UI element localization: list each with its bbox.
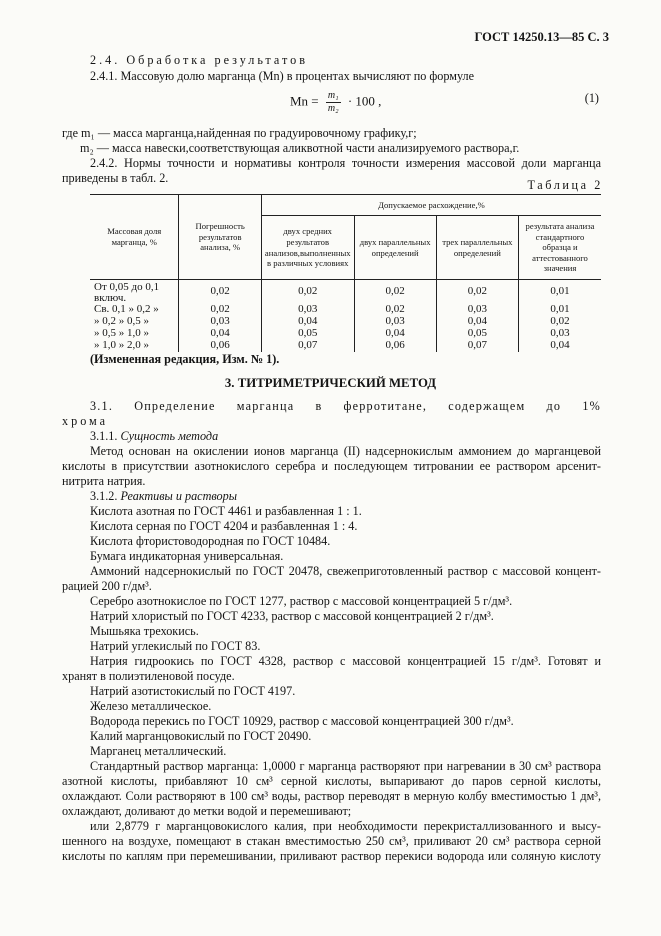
table-cell: 0,03 xyxy=(261,304,354,316)
table-cell: 0,07 xyxy=(436,340,518,352)
formula-denominator: m₂ xyxy=(327,103,339,114)
table-cell: 0,02 xyxy=(518,316,601,328)
standard-solution-line2: азотной кислоты, прибавляют 10 см³ серной кислоты, выпаривают до паров серной кислоты, xyxy=(62,774,601,788)
reagent-sodium-hydroxide-line2: хранят в полиэтиленовой посуде. xyxy=(62,669,235,683)
section-3-1-line2: хрома xyxy=(62,414,109,428)
section-3-1-2 xyxy=(90,489,237,504)
table-row xyxy=(90,340,601,352)
table-cell: 0,03 xyxy=(354,316,436,328)
reagent-sodium-hydroxide-line1: Натрия гидроокись по ГОСТ 4328, раствор с массовой концентрацией 15 г/дм³. Готовят и xyxy=(90,654,601,668)
section-3-1-2-title: Реактивы и растворы xyxy=(120,489,237,503)
method-line2: кислоты в присутствии азотнокислого серебра и последующем титровании ее раствором арсенит- xyxy=(62,459,601,473)
table-cell: 0,01 xyxy=(518,280,601,304)
reagent-indicator-paper: Бумага индикаторная универсальная. xyxy=(90,549,284,563)
table-2 xyxy=(90,194,601,352)
table-cell: 0,03 xyxy=(518,328,601,340)
alternative-line1: или 2,8779 г марганцовокислого калия, при необходимости перекристаллизованного и высу- xyxy=(90,819,601,833)
table-cell: 0,02 xyxy=(354,280,436,304)
formula-1 xyxy=(290,90,381,115)
table-cell: 0,05 xyxy=(261,328,354,340)
where-m1: где m₁ — масса марганца,найденная по градуировочному графику,г; xyxy=(62,126,417,140)
reagent-ammonium-persulfate-line2: рацией 200 г/дм³. xyxy=(62,579,152,593)
standard-solution-line1: Стандартный раствор марганца: 1,0000 г марганца растворяют при нагревании в 30 см³ раствора xyxy=(90,759,601,773)
table-header-error: Погрешность результатов анализа, % xyxy=(179,195,261,280)
reagent-sodium-nitrite: Натрий азотистокислый по ГОСТ 4197. xyxy=(90,684,296,698)
table-cell: 0,04 xyxy=(179,328,261,340)
table-subheader-two-parallel: двух параллельных определений xyxy=(354,216,436,280)
table-cell: 0,06 xyxy=(179,340,261,352)
standard-solution-line4: охлаждают, доливают до метки водой и перемешивают; xyxy=(62,804,352,818)
reagent-sulfuric-acid: Кислота серная по ГОСТ 4204 и разбавленная 1 : 4. xyxy=(90,519,358,533)
section-2-4-2-line2: приведены в табл. 2. xyxy=(62,171,169,185)
method-line1: Метод основан на окислении ионов марганца (II) надсернокислым аммонием до марганцевой xyxy=(90,444,601,458)
table-caption: Таблица 2 xyxy=(527,178,603,192)
table-cell: 0,02 xyxy=(179,304,261,316)
table-row xyxy=(90,280,601,304)
table-cell: 0,04 xyxy=(354,328,436,340)
page-header: ГОСТ 14250.13—85 С. 3 xyxy=(474,30,609,44)
table-subheader-three-parallel: трех параллельных определений xyxy=(436,216,518,280)
alternative-line3: кислоты по каплям при перемешивании, приливают раствор перекиси водорода или соляную кислоту xyxy=(62,849,601,863)
section-2-4-title: 2.4. Обработка результатов xyxy=(90,53,309,67)
section-3-1-2-number: 3.1.2. xyxy=(90,489,118,503)
reagent-silver-nitrate: Серебро азотнокислое по ГОСТ 1277, раствор с массовой концентрацией 5 г/дм³. xyxy=(90,594,513,608)
reagent-arsenic-trioxide: Мышьяка трехокись. xyxy=(90,624,199,638)
formula-lhs: Mn = xyxy=(290,93,319,109)
table-cell: 0,03 xyxy=(436,304,518,316)
table-cell: 0,02 xyxy=(261,280,354,304)
table-cell: 0,03 xyxy=(179,316,261,328)
table-cell: 0,02 xyxy=(354,304,436,316)
reagent-hydrogen-peroxide: Водорода перекись по ГОСТ 10929, раствор с массовой концентрацией 300 г/дм³. xyxy=(90,714,514,728)
reagent-nitric-acid: Кислота азотная по ГОСТ 4461 и разбавленная 1 : 1. xyxy=(90,504,362,518)
section-3-1-1 xyxy=(90,429,218,444)
section-3-1-line1: 3.1. Определение марганца в ферротитане, содержащем до 1% xyxy=(90,399,601,413)
method-line3: нитрита натрия. xyxy=(62,474,146,488)
table-cell: 0,04 xyxy=(261,316,354,328)
reagent-hydrofluoric-acid: Кислота фтористоводородная по ГОСТ 10484. xyxy=(90,534,331,548)
change-note: (Измененная редакция, Изм. № 1). xyxy=(90,352,280,366)
table-cell: 0,01 xyxy=(518,304,601,316)
table-cell: 0,05 xyxy=(436,328,518,340)
alternative-line2: шенного на воздухе, помещают в стакан вместимостью 250 см³, приливают 20 см³ раствора серной xyxy=(62,834,601,848)
table-cell-range: » 0,2 » 0,5 » xyxy=(94,315,149,328)
table-subheader-standard-sample: результата анализа стандартного образца и аттестованного значения xyxy=(518,216,601,280)
formula-numerator: m₁ xyxy=(327,90,339,101)
table-cell: 0,02 xyxy=(436,280,518,304)
table-cell-range: От 0,05 до 0,1 включ. xyxy=(94,281,160,304)
table-cell-range: » 1,0 » 2,0 » xyxy=(94,339,149,352)
table-header-allowed-divergence: Допускаемое расхождение,% xyxy=(261,195,601,216)
table-row xyxy=(90,328,601,340)
section-3-title: 3. ТИТРИМЕТРИЧЕСКИЙ МЕТОД xyxy=(224,376,437,390)
section-3-1-1-number: 3.1.1. xyxy=(90,429,118,443)
table-cell-range: » 0,5 » 1,0 » xyxy=(94,327,149,340)
table-cell: 0,06 xyxy=(354,340,436,352)
reagent-metallic-iron: Железо металлическое. xyxy=(90,699,212,713)
reagent-ammonium-persulfate-line1: Аммоний надсернокислый по ГОСТ 20478, свежеприготовленный раствор с массовой концент- xyxy=(90,564,601,578)
table-row xyxy=(90,304,601,316)
section-2-4-1-text: 2.4.1. Массовую долю марганца (Mn) в процентах вычисляют по формуле xyxy=(90,69,475,83)
table-cell-range: Св. 0,1 » 0,2 » xyxy=(94,303,159,316)
reagent-metallic-manganese: Марганец металлический. xyxy=(90,744,227,758)
where-m2: m₂ — масса навески,соответствующая аликвотной части анализируемого раствора,г. xyxy=(80,141,520,155)
table-header-mass-fraction: Массовая доля марганца, % xyxy=(90,195,179,280)
section-3-1-1-title: Сущность метода xyxy=(120,429,219,443)
section-2-4-2-line1: 2.4.2. Нормы точности и нормативы контроля точности измерения массовой доли марганца xyxy=(90,156,601,170)
formula-fraction xyxy=(326,90,341,115)
reagent-potassium-permanganate: Калий марганцовокислый по ГОСТ 20490. xyxy=(90,729,312,743)
table-cell: 0,02 xyxy=(179,280,261,304)
table-cell: 0,07 xyxy=(261,340,354,352)
reagent-sodium-chloride: Натрий хлористый по ГОСТ 4233, раствор с массовой концентрацией 2 г/дм³. xyxy=(90,609,494,623)
standard-solution-line3: охлаждают. Соли растворяют в 100 см³ воды, раствор переводят в мерную колбу вместимостью 1 дм³, xyxy=(62,789,601,803)
table-row xyxy=(90,316,601,328)
table-cell: 0,04 xyxy=(518,340,601,352)
reagent-sodium-carbonate: Натрий углекислый по ГОСТ 83. xyxy=(90,639,261,653)
formula-number: (1) xyxy=(584,91,599,105)
formula-rhs: · 100 , xyxy=(347,93,382,109)
table-subheader-two-means: двух средних результатов анализов,выполненных в различных условиях xyxy=(261,216,354,280)
table-cell: 0,04 xyxy=(436,316,518,328)
